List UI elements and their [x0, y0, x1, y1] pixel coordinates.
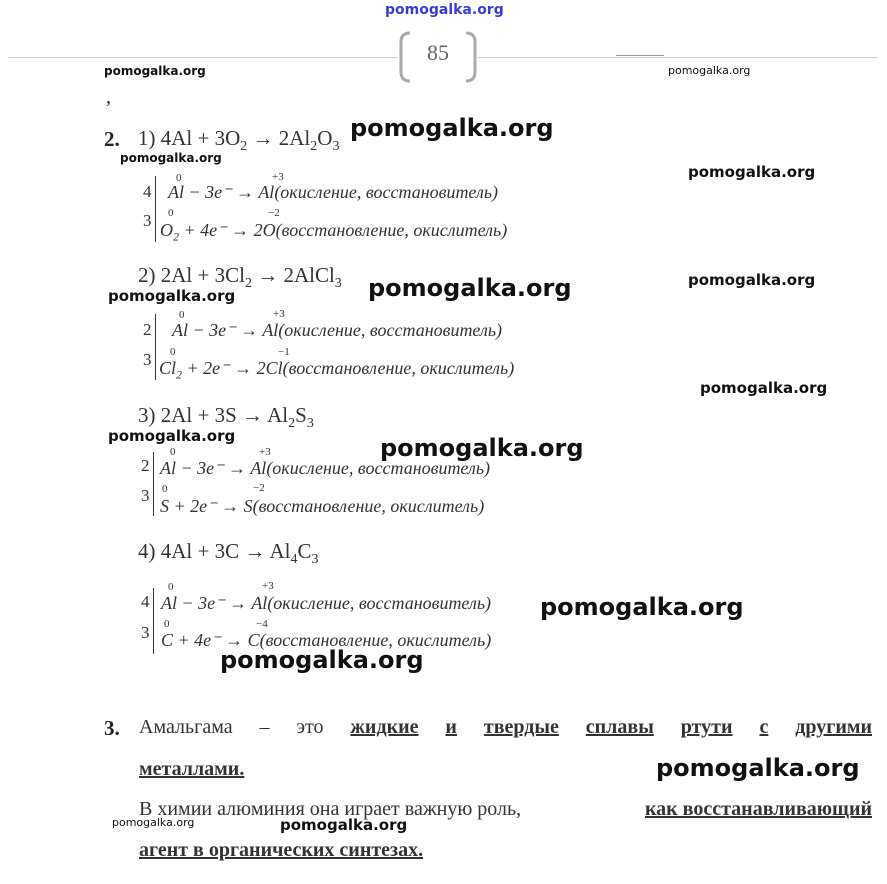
header-rule-right: [478, 57, 878, 58]
coefficient: 3: [143, 350, 152, 369]
reaction-2-equation: 2) $2Al + 3Cl_2$ → 2AlCl$_3$: [138, 263, 342, 292]
half-reaction-oxidation: Al − 3e⁻ → Al(окисление, восстановитель): [161, 593, 492, 613]
watermark: pomogalka.org: [368, 274, 572, 302]
reaction-label: 2): [138, 263, 156, 287]
oxidation-state: −4: [256, 618, 268, 630]
oxidation-state: −1: [278, 346, 290, 358]
coefficient: 3: [143, 211, 152, 230]
coefficient: 4: [143, 182, 152, 201]
oxidation-state: 0: [176, 172, 182, 184]
half-reaction-oxidation: Al − 3e⁻ → Al(окисление, восстановитель): [160, 458, 491, 478]
coefficient: 3: [141, 486, 150, 505]
watermark: pomogalka.org: [688, 271, 816, 289]
watermark: pomogalka.org: [656, 754, 860, 782]
half-reaction-reduction: $Cl_2 + 2e^-$ → 2Cl(восстановление, окислитель): [159, 358, 515, 382]
half-reaction-reduction: S + 2e⁻ → S(восстановление, окислитель): [160, 496, 485, 516]
header-rule-accent: [616, 55, 664, 56]
coefficient: 2: [141, 456, 150, 475]
reaction-4-equation: 4) $4Al + 3C \to Al_4C_3$: [138, 539, 319, 568]
reaction-label: 4): [138, 539, 156, 563]
task-3-line-4: агент в органических синтезах.: [139, 839, 424, 861]
watermark: pomogalka.org: [108, 427, 236, 445]
watermark: pomogalka.org: [700, 379, 828, 397]
oxidation-state: +3: [262, 580, 274, 592]
oxidation-state: 0: [162, 483, 168, 495]
reaction-label: 3): [138, 403, 156, 427]
oxidation-state: 0: [168, 207, 174, 219]
watermark: pomogalka.org: [350, 114, 554, 142]
balance-bar: [153, 588, 154, 654]
balance-bar: [155, 176, 156, 242]
reaction-1-equation: 1) $4Al + 3O_2 \to 2Al_2O_3$: [138, 126, 340, 155]
oxidation-state: 0: [170, 346, 176, 358]
task-3-number: 3.: [104, 716, 120, 740]
watermark: pomogalka.org: [112, 816, 195, 829]
oxidation-state: +3: [259, 446, 271, 458]
stray-comma: ,: [106, 86, 111, 108]
coefficient: 2: [143, 320, 152, 339]
task-3-line-2: металлами.: [139, 758, 245, 780]
coefficient: 4: [141, 592, 150, 611]
coefficient: 3: [141, 623, 150, 642]
oxidation-state: +3: [272, 171, 284, 183]
watermark: pomogalka.org: [688, 163, 816, 181]
task-2-number: 2.: [104, 127, 120, 151]
watermark: pomogalka.org: [668, 64, 751, 77]
balance-bar: [155, 314, 156, 380]
oxidation-state: 0: [168, 581, 174, 593]
oxidation-state: −2: [253, 482, 265, 494]
oxidation-state: 0: [170, 446, 176, 458]
task-3-line-1: Амальгама – это жидкие и твердые сплавы ртути с другими: [139, 716, 872, 738]
half-reaction-oxidation: Al − 3e⁻ → Al(окисление, восстановитель): [172, 320, 503, 340]
watermark: pomogalka.org: [108, 287, 236, 305]
half-reaction-reduction: C + 4e⁻ → C(восстановление, окислитель): [161, 630, 492, 650]
header-rule-left: [8, 57, 398, 58]
oxidation-state: 0: [164, 618, 170, 630]
oxidation-state: +3: [273, 308, 285, 320]
reaction-label: 1): [138, 126, 156, 150]
oxidation-state: −2: [268, 207, 280, 219]
balance-bar: [153, 452, 154, 516]
page-number-box: [398, 30, 478, 84]
half-reaction-oxidation: Al − 3e⁻ → Al(окисление, восстановитель): [168, 182, 499, 202]
task-3-line-3: В химии алюминия она играет важную роль, как восстанавливающий: [139, 798, 872, 820]
reaction-3-equation: 3) $2Al + 3S \to Al_2S_3$: [138, 403, 314, 432]
watermark: pomogalka.org: [540, 593, 744, 621]
oxidation-state: 0: [179, 309, 185, 321]
watermark: pomogalka.org: [220, 646, 424, 674]
watermark: pomogalka.org: [120, 151, 222, 165]
watermark: pomogalka.org: [280, 816, 408, 834]
site-watermark-top: pomogalka.org: [385, 2, 504, 18]
watermark: pomogalka.org: [380, 434, 584, 462]
half-reaction-reduction: $O_2 + 4e^-$ → 2O(восстановление, окислитель): [160, 220, 508, 244]
watermark: pomogalka.org: [104, 64, 206, 78]
page-number: 85: [427, 40, 449, 65]
